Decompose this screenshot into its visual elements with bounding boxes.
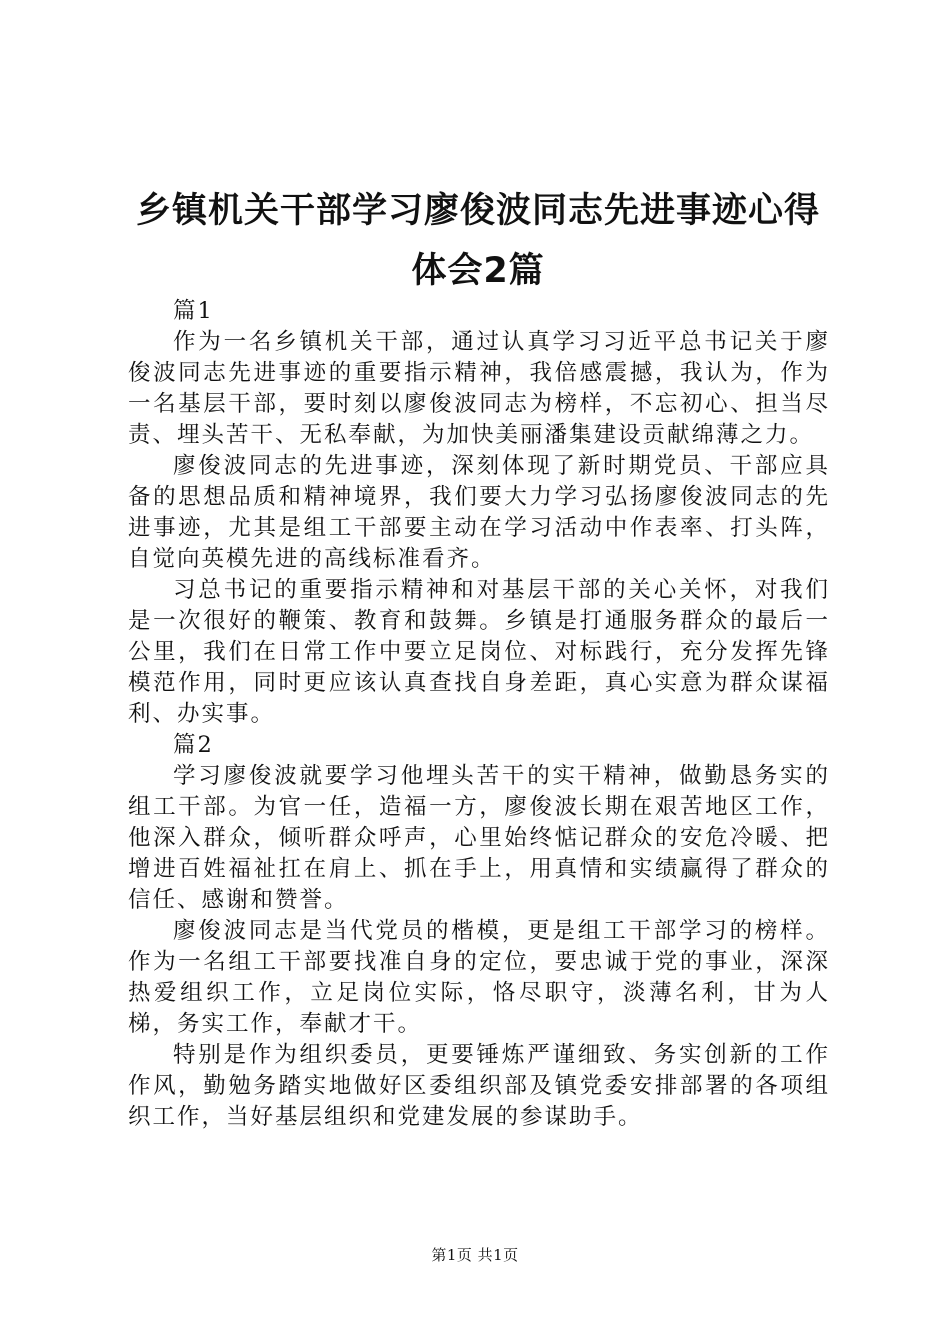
document-body — [128, 296, 830, 1133]
section-heading-1: 篇1 — [173, 298, 214, 324]
paragraph: 特别是作为组织委员，更要锤炼严谨细致、务实创新的工作作风，勤勉务踏实地做好区委组织部及镇党委安排部署的各项组织工作，当好基层组织和党建发展的参谋助手。 — [128, 1042, 830, 1130]
document-title: 乡镇机关干部学习廖俊波同志先进事迹心得体会2篇 — [135, 191, 820, 292]
paragraph: 廖俊波同志是当代党员的楷模，更是组工干部学习的榜样。作为一名组工干部要找准自身的定位，要忠诚于党的事业，深深热爱组织工作，立足岗位实际，恪尽职守，淡薄名利，甘为人梯，务实工作，奉献才干。 — [128, 918, 830, 1037]
paragraph: 学习廖俊波就要学习他埋头苦干的实干精神，做勤恳务实的组工干部。为官一任，造福一方，廖俊波长期在艰苦地区工作，他深入群众，倾听群众呼声，心里始终惦记群众的安危冷暖、把增进百姓福祉扛在肩上、抓在手上，用真情和实绩赢得了群众的信任、感谢和赞誉。 — [128, 763, 830, 913]
paragraph: 廖俊波同志的先进事迹，深刻体现了新时期党员、干部应具备的思想品质和精神境界，我们要大力学习弘扬廖俊波同志的先进事迹，尤其是组工干部要主动在学习活动中作表率、打头阵，自觉向英模先进的高线标准看齐。 — [128, 453, 830, 572]
section-heading-2: 篇2 — [173, 732, 214, 758]
paragraph: 作为一名乡镇机关干部，通过认真学习习近平总书记关于廖俊波同志先进事迹的重要指示精神，我倍感震撼，我认为，作为一名基层干部，要时刻以廖俊波同志为榜样，不忘初心、担当尽责、埋头苦干、无私奉献，为加快美丽潘集建设贡献绵薄之力。 — [128, 329, 830, 448]
paragraph: 习总书记的重要指示精神和对基层干部的关心关怀，对我们是一次很好的鞭策、教育和鼓舞。乡镇是打通服务群众的最后一公里，我们在日常工作中要立足岗位、对标践行，充分发挥先锋模范作用，同时更应该认真查找自身差距，真心实意为群众谋福利、办实事。 — [128, 577, 830, 727]
page-footer: 第1页 共1页 — [431, 1246, 519, 1264]
